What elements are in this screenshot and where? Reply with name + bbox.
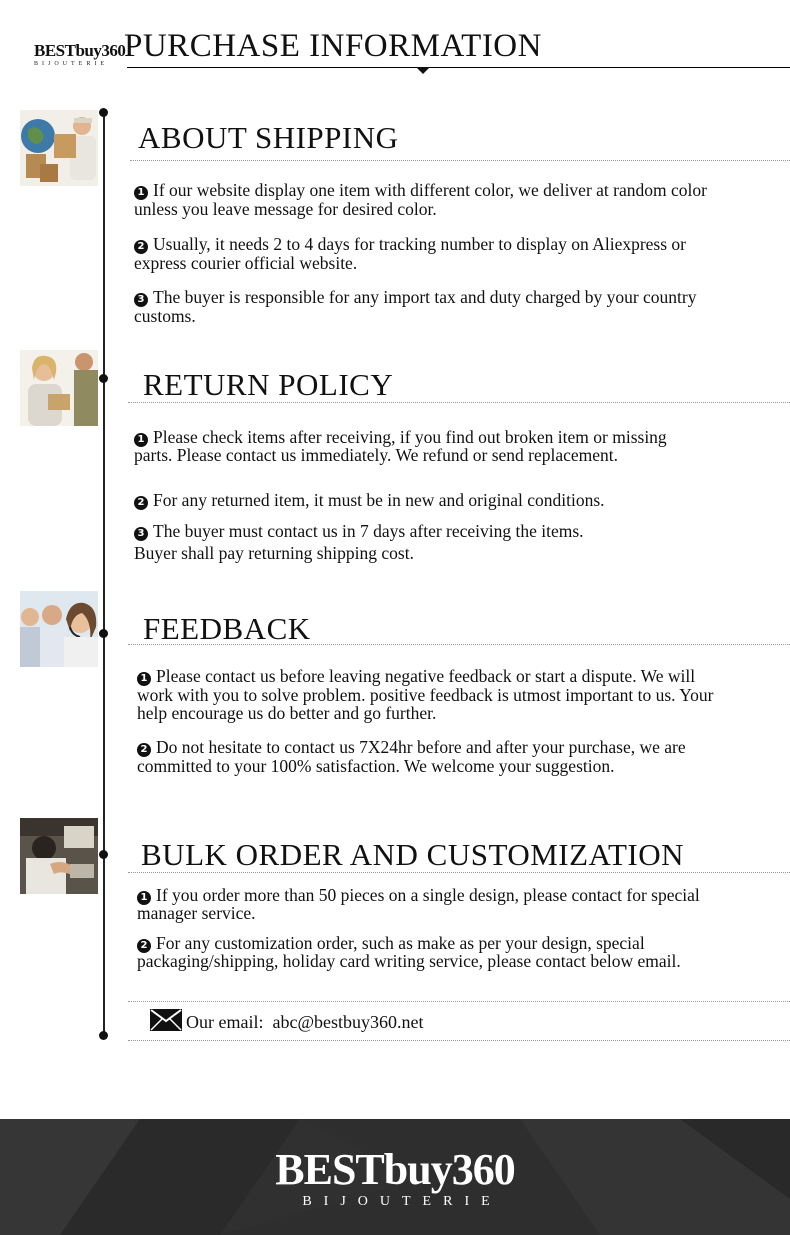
header-logo [34,41,126,68]
title-divider [127,67,790,68]
section-title-feedback: FEEDBACK [143,611,311,646]
number-1-icon: 1 [134,186,148,200]
shipping-image [20,110,98,186]
section-divider [130,160,790,161]
footer-logo [0,1147,790,1211]
feedback-item-1: 1 Please contact us before leaving negative feedback or start a dispute. We will work with you to solve problem. positive feedback is utmost important to us. Your help encourage us do better and go further. [137,666,714,723]
timeline-dot [99,1031,108,1040]
return-policy-image [20,350,98,426]
section-divider [128,402,790,403]
title-notch-icon [416,67,430,74]
timeline-dot [99,629,108,638]
section-title-return-policy: RETURN POLICY [143,367,394,402]
timeline-dot [99,850,108,859]
return-note: Buyer shall pay returning shipping cost. [134,543,414,563]
number-2-icon: 2 [137,743,151,757]
email-link[interactable]: abc@bestbuy360.net [272,1012,424,1032]
bulk-order-image [20,818,98,894]
number-2-icon: 2 [137,939,151,953]
return-item-3: 3 The buyer must contact us in 7 days after receiving the items. [134,522,734,541]
email-divider-bottom [128,1040,790,1041]
section-divider [128,644,790,645]
shipping-item-3: 3 The buyer is responsible for any import tax and duty charged by your country customs. [134,287,697,326]
email-row [186,1012,424,1033]
envelope-icon [150,1009,182,1031]
logo-brand-text: BESTbuy360 [34,41,126,60]
bulk-item-2: 2 For any customization order, such as make as per your design, special packaging/shipping, holiday card writing service, please contact below email. [137,933,681,971]
timeline-dot [99,108,108,117]
timeline-dot [99,374,108,383]
logo-sub-text: BIJOUTERIE [34,61,108,67]
shipping-item-2: 2 Usually, it needs 2 to 4 days for tracking number to display on Aliexpress or express courier official website. [134,234,687,273]
email-divider-top [128,1001,790,1002]
section-title-shipping: ABOUT SHIPPING [138,120,399,155]
section-divider [128,872,790,873]
feedback-item-2: 2 Do not hesitate to contact us 7X24hr before and after your purchase, we are committed to your 100% satisfaction. We welcome your suggestion. [137,737,686,776]
return-item-2: 2 For any returned item, it must be in new and original conditions. [134,491,734,510]
section-title-bulk-order: BULK ORDER AND CUSTOMIZATION [141,837,685,872]
number-1-icon: 1 [134,433,148,447]
number-2-icon: 2 [134,240,148,254]
bulk-item-1: 1 If you order more than 50 pieces on a single design, please contact for special manager service. [137,885,700,923]
feedback-image [20,591,98,667]
email-label: Our email: [186,1012,264,1032]
number-1-icon: 1 [137,891,151,905]
number-3-icon: 3 [134,527,148,541]
shipping-item-1: 1 If our website display one item with different color, we deliver at random color unless you leave message for desired color. [134,180,707,219]
number-3-icon: 3 [134,293,148,307]
return-item-1: 1 Please check items after receiving, if you find out broken item or missing parts. Please contact us immediately. We refund or send replacement. [134,427,667,465]
number-1-icon: 1 [137,672,151,686]
footer-sub-text: BIJOUTERIE [302,1194,502,1209]
footer-brand-text: BESTbuy360 [275,1145,515,1194]
page-title: PURCHASE INFORMATION [124,28,542,64]
number-2-icon: 2 [134,496,148,510]
timeline-line [103,112,105,1036]
